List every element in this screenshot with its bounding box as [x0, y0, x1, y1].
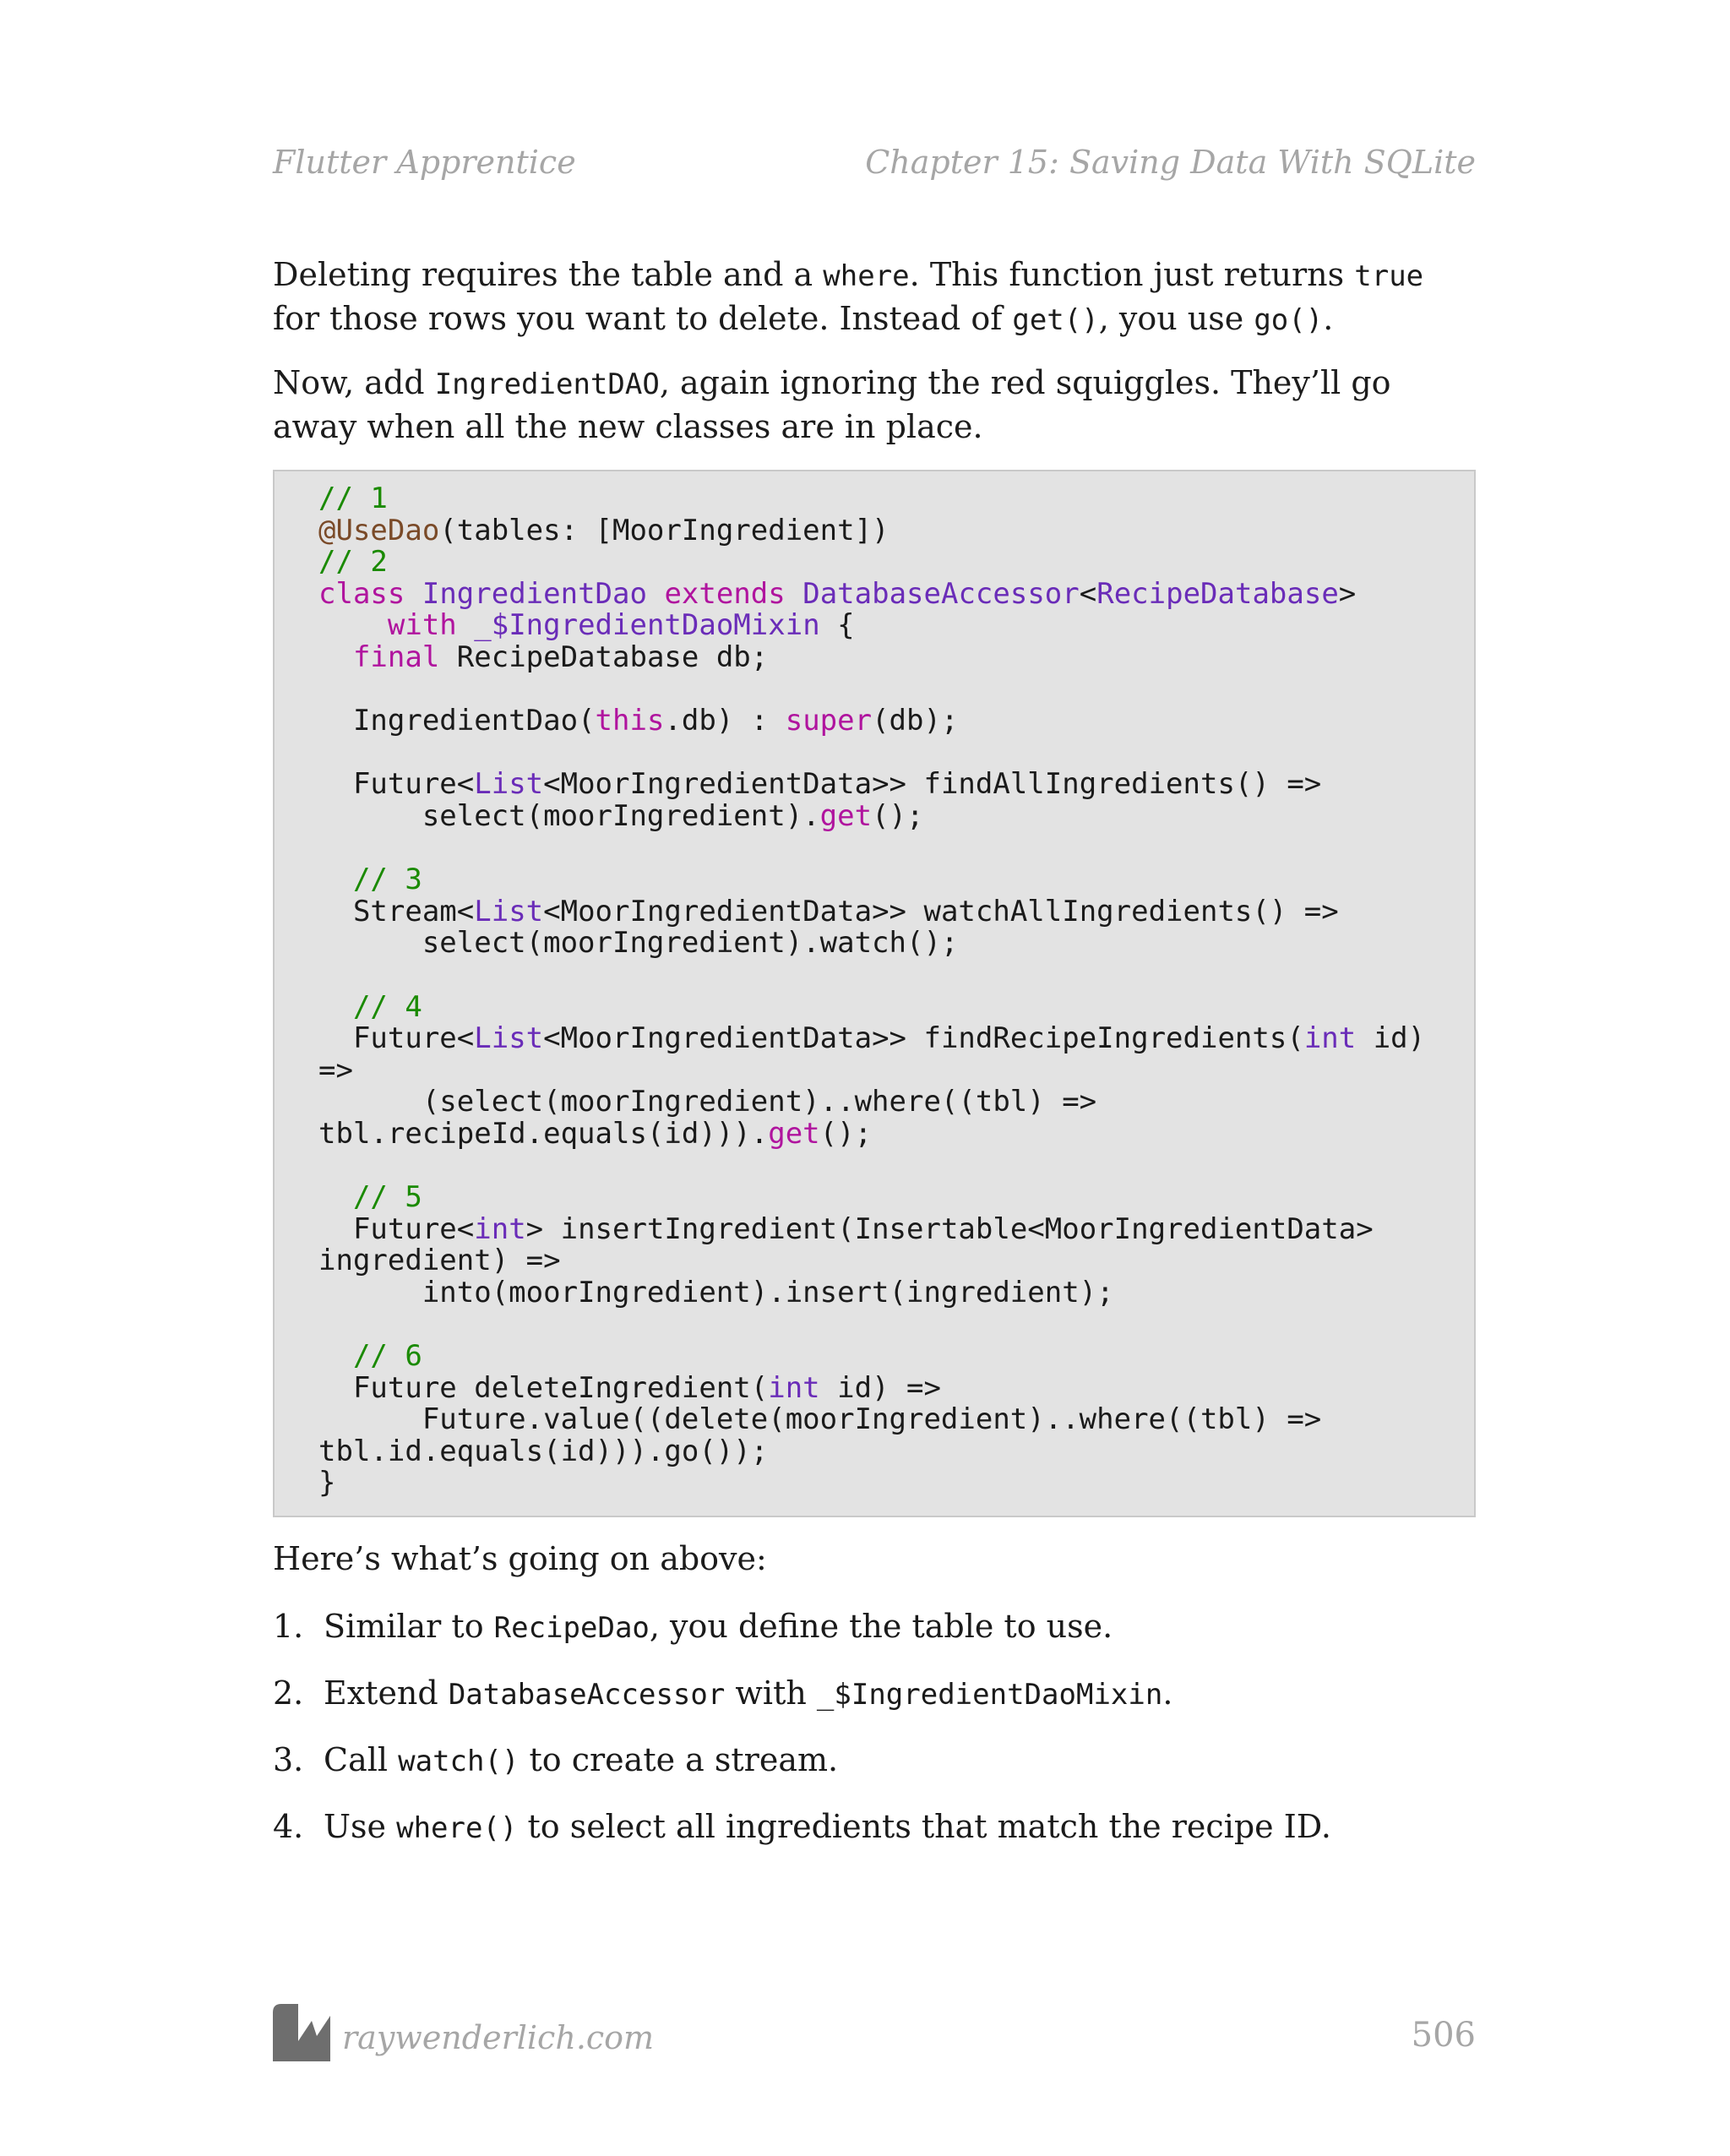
book-title: Flutter Apprentice	[273, 144, 576, 181]
paragraph-add-ingredient-dao: Now, add IngredientDAO, again ignoring the red squiggles. They’ll go away when all the new classes are in place.	[273, 364, 1391, 445]
inline-code: IngredientDAO	[434, 368, 660, 401]
inline-code: go()	[1254, 303, 1324, 337]
inline-code: true	[1354, 259, 1424, 293]
paragraph-deleting: Deleting requires the table and a where. This function just returns true for those rows you want to delete. Instead of get(), you use go().	[273, 256, 1424, 337]
inline-code: get()	[1012, 303, 1099, 337]
page-number: 506	[1411, 2016, 1476, 2055]
paragraph-explanation-intro: Here’s what’s going on above:	[273, 1540, 767, 1577]
code-listing: // 1 @UseDao(tables: [MoorIngredient]) // 2 class IngredientDao extends DatabaseAccessor<RecipeDatabase> with _$IngredientDaoMixin { final RecipeDatabase db; IngredientDao(this.db) : super(db); Future<List<MoorIngredientData>> findAllIngredients() => select(moorIngredient).get(); // 3 Stream<List<MoorIngredientData>> watchAllIngredients() => select(moorIngredient).watch(); // 4 Future<List<MoorIngredientData>> findRecipeIngredients(int id) => (select(moorIngredient)..where((tbl) => tbl.recipeId.equals(id))).get(); // 5 Future<int> insertIngredient(Insertable<MoorIngredientData> ingredient) => into(moorIngredient).insert(ingredient); // 6 Future deleteIngredient(int id) => Future.value((delete(moorIngredient)..where((tbl) => tbl.id.equals(id))).go()); }	[318, 482, 1426, 1500]
chapter-title: Chapter 15: Saving Data With SQLite	[865, 144, 1476, 181]
footer-site: raywenderlich.com	[342, 2019, 655, 2056]
inline-code: where	[823, 259, 910, 293]
raywenderlich-logo-icon	[273, 2004, 330, 2061]
code-block	[273, 470, 1476, 1517]
page-header	[273, 144, 1476, 186]
